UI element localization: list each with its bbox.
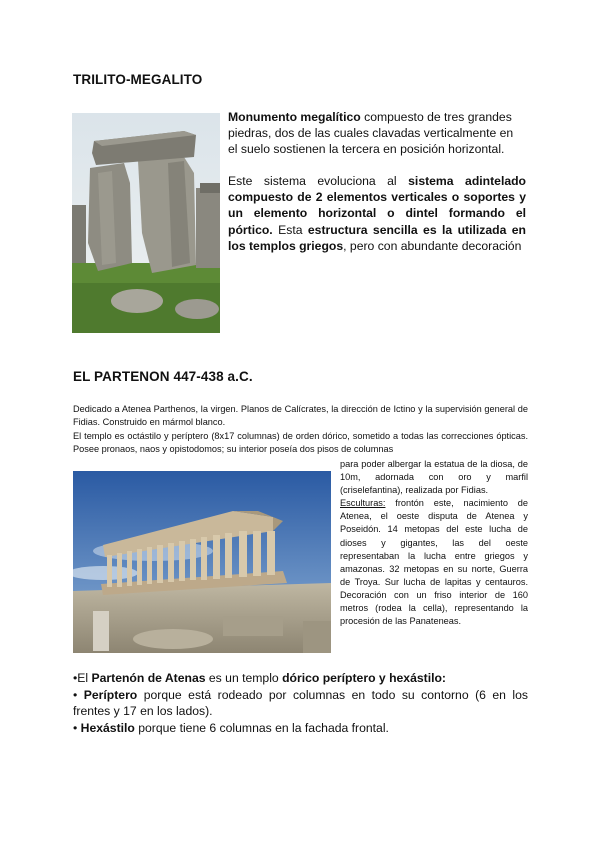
hexastilo-text: porque tiene 6 columnas en la fachada frontal. <box>134 721 389 735</box>
hexastilo-bullet <box>73 720 528 736</box>
stonehenge-photo <box>72 113 220 333</box>
hexastilo-bullet-mark: • <box>73 721 81 735</box>
periptero-bullet-mark: • <box>73 688 84 702</box>
hexastilo-term: Hexástilo <box>80 721 135 735</box>
parthenon-photo <box>73 471 331 653</box>
periptero-term: Períptero <box>83 688 138 702</box>
summary-text-1: •El <box>73 671 92 685</box>
estatua-text: para poder albergar la estatua de la diosa, de 10m, adornada con oro y marfil (criselefantina), realizada por Fidias. <box>340 459 528 496</box>
adintelado-text-1: Este sistema evoluciona al <box>228 174 409 188</box>
section-title-trilito: TRILITO-MEGALITO <box>73 72 203 87</box>
partenon-summary-line <box>73 670 528 686</box>
megalitico-term: Monumento megalítico <box>228 110 361 124</box>
summary-bold-2: dórico períptero y hexástilo: <box>282 671 446 685</box>
megalitico-text: compuesto de tres grandes piedras, dos de las cuales clavadas verticalmente en el suelo sostienen la tercera en posición horizontal. <box>228 110 514 157</box>
partenon-intro: Dedicado a Atenea Parthenos, la virgen. Planos de Calícrates, la dirección de Ictino y la supervisión general de Fidias. Construido en mármol blanco. <box>73 404 528 428</box>
periptero-bullet <box>73 687 528 719</box>
adintelado-text-3: , pero con abundante decoración <box>343 238 522 253</box>
adintelado-bold-2: estructura sencilla es la utilizada en los templos griegos <box>228 222 526 253</box>
esculturas-paragraph <box>340 497 528 628</box>
adintelado-paragraph <box>228 173 526 254</box>
adintelado-bold-1: sistema adintelado compuesto de 2 elementos verticales o soportes y un elemento horizontal o dintel formando el pórtico. <box>228 174 526 237</box>
adintelado-text-2: Esta <box>272 222 308 237</box>
partenon-description: El templo es octástilo y períptero (8x17 columnas) de orden dórico, sometido a todas las correcciones ópticas. Posee pronaos, naos y opistodomos; su interior poseía dos pisos de columnas <box>73 431 528 455</box>
periptero-text: porque está rodeado por columnas en todo su contorno (6 en los frentes y 17 en los lados). <box>73 688 529 718</box>
esculturas-label: Esculturas: <box>340 498 386 509</box>
summary-text-2: es un templo <box>205 671 283 685</box>
partenon-side-text <box>340 458 528 628</box>
esculturas-text: frontón este, nacimiento de Atenea, el oeste disputa de Atenea y Poseidón. 14 metopas del este lucha de dioses y gigantes, las del oeste representaban la lucha entre griegos y amazonas. 32 metopas en su norte, Guerra de Troya. Sur lucha de lapitas y centauros. Decoración con un friso interior de 160 metros (rodea la cella), representando la procesión de las Panateneas. <box>340 498 528 627</box>
summary-bold-1: Partenón de Atenas <box>91 671 206 685</box>
section-title-partenon: EL PARTENON 447-438 a.C. <box>73 369 253 384</box>
trilito-description <box>228 109 526 158</box>
